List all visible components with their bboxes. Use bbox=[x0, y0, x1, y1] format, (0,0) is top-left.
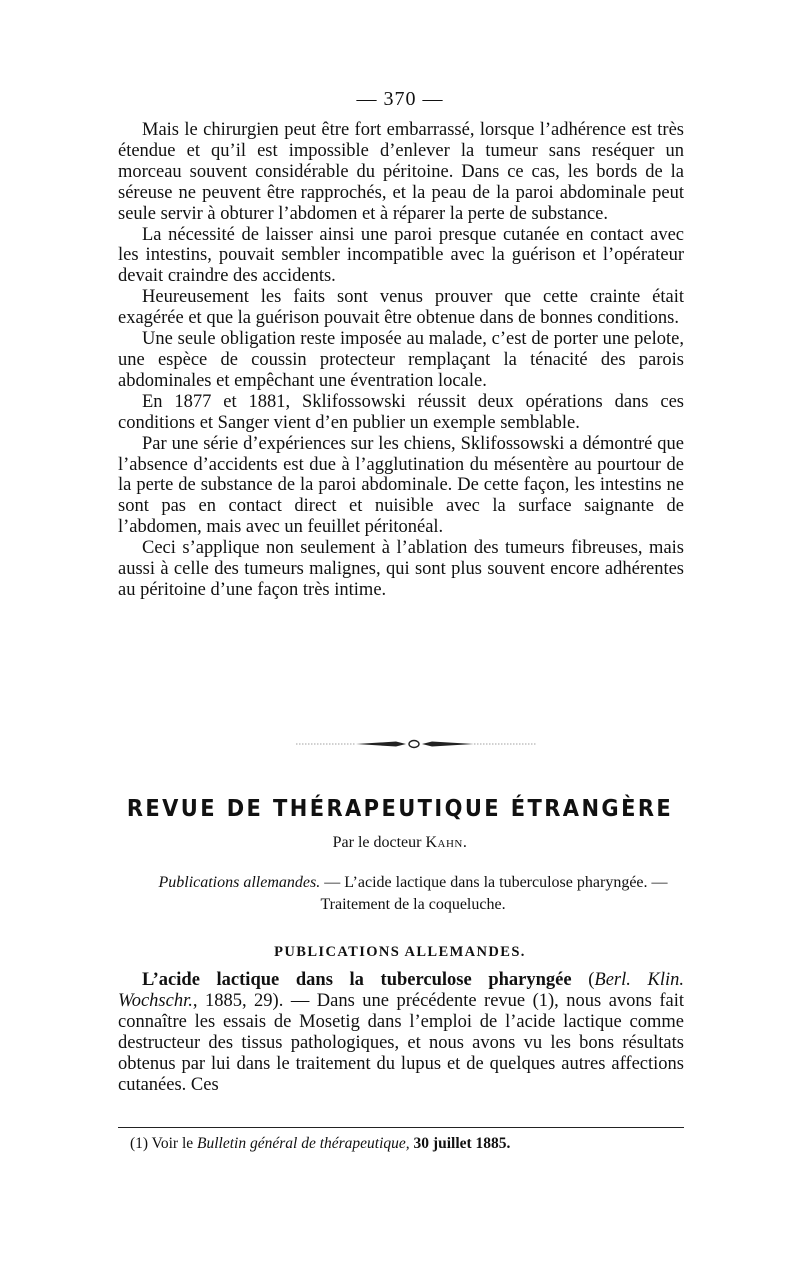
section-summary bbox=[148, 872, 678, 916]
byline-author: Kahn. bbox=[425, 834, 468, 851]
ornament-divider bbox=[296, 737, 536, 751]
article-paragraph bbox=[118, 970, 684, 1095]
summary-lead: Publications allemandes. bbox=[158, 874, 321, 891]
paragraph: Heureusement les faits sont venus prouver que cette crainte était exagérée et que la guérison pouvait être obtenue dans de bonnes conditions. bbox=[118, 287, 684, 329]
body-text bbox=[118, 120, 684, 601]
footnote-prefix: (1) Voir le bbox=[130, 1135, 194, 1152]
summary-text: — L’acide lactique dans la tuberculose pharyngée. — Traitement de la coqueluche. bbox=[320, 874, 668, 913]
paragraph: Ceci s’applique non seulement à l’ablation des tumeurs fibreuses, mais aussi à celle des tumeurs malignes, qui sont plus souvent encore adhérentes au péritoine d’une façon très intime. bbox=[118, 538, 684, 600]
footnote-date: 30 juillet 1885. bbox=[413, 1135, 511, 1152]
subheading: PUBLICATIONS ALLEMANDES. bbox=[274, 944, 526, 960]
article-journal: Berl. Klin. Wochschr. bbox=[118, 970, 684, 1011]
footnote-title: Bulletin général de thérapeutique, bbox=[197, 1135, 410, 1152]
section-heading: REVUE DE THÉRAPEUTIQUE ÉTRANGÈRE bbox=[126, 794, 674, 822]
byline-prefix: Par le docteur bbox=[332, 834, 422, 851]
article-title: L’acide lactique dans la tuberculose pharyngée bbox=[142, 970, 572, 990]
page-number: — 370 — bbox=[356, 88, 444, 110]
byline bbox=[0, 834, 800, 852]
footnote bbox=[130, 1134, 690, 1154]
paragraph: Par une série d’expériences sur les chiens, Sklifossowski a démontré que l’absence d’accidents est due à l’agglutination du mésentère au pourtour de la perte de substance de la paroi abdominale. De cette façon, les intestins ne sont pas en contact direct et nuisible avec la surface saignante de l’abdomen, mais avec un feuillet péritonéal. bbox=[118, 433, 684, 538]
article-body: — Dans une précédente revue (1), nous avons fait connaître les essais de Mosetig dans l’emploi de l’acide lactique comme destructeur des tissus pathologiques, et nous avons vu les bons résultats obtenus par lui dans le traitement du lupus et de quelques autres affections cutanées. Ces bbox=[118, 990, 684, 1095]
footnote-rule bbox=[118, 1127, 684, 1128]
paragraph: Mais le chirurgien peut être fort embarrassé, lorsque l’adhérence est très étendue et qu’il est impossible d’enlever la tumeur sans reséquer un morceau souvent considérable du péritoine. Dans ce cas, les bords de la séreuse ne peuvent être rapprochés, et la peau de la paroi abdominale peut seule servir à obturer l’abdomen et à réparer la perte de substance. bbox=[118, 120, 684, 224]
paragraph: En 1877 et 1881, Sklifossowski réussit deux opérations dans ces conditions et Sanger vient d’en publier un exemple semblable. bbox=[118, 391, 684, 433]
paragraph: Une seule obligation reste imposée au malade, c’est de porter une pelote, une espèce de coussin protecteur remplaçant la ténacité des parois abdominales et empêchant une éventration locale. bbox=[118, 329, 684, 391]
article bbox=[118, 970, 684, 1095]
citation-open: ( bbox=[588, 970, 595, 990]
paragraph: La nécessité de laisser ainsi une paroi presque cutanée en contact avec les intestins, pouvait sembler incompatible avec la guérison et l’opérateur devait craindre des accidents. bbox=[118, 224, 684, 287]
article-citation: , 1885, 29). bbox=[192, 990, 284, 1011]
